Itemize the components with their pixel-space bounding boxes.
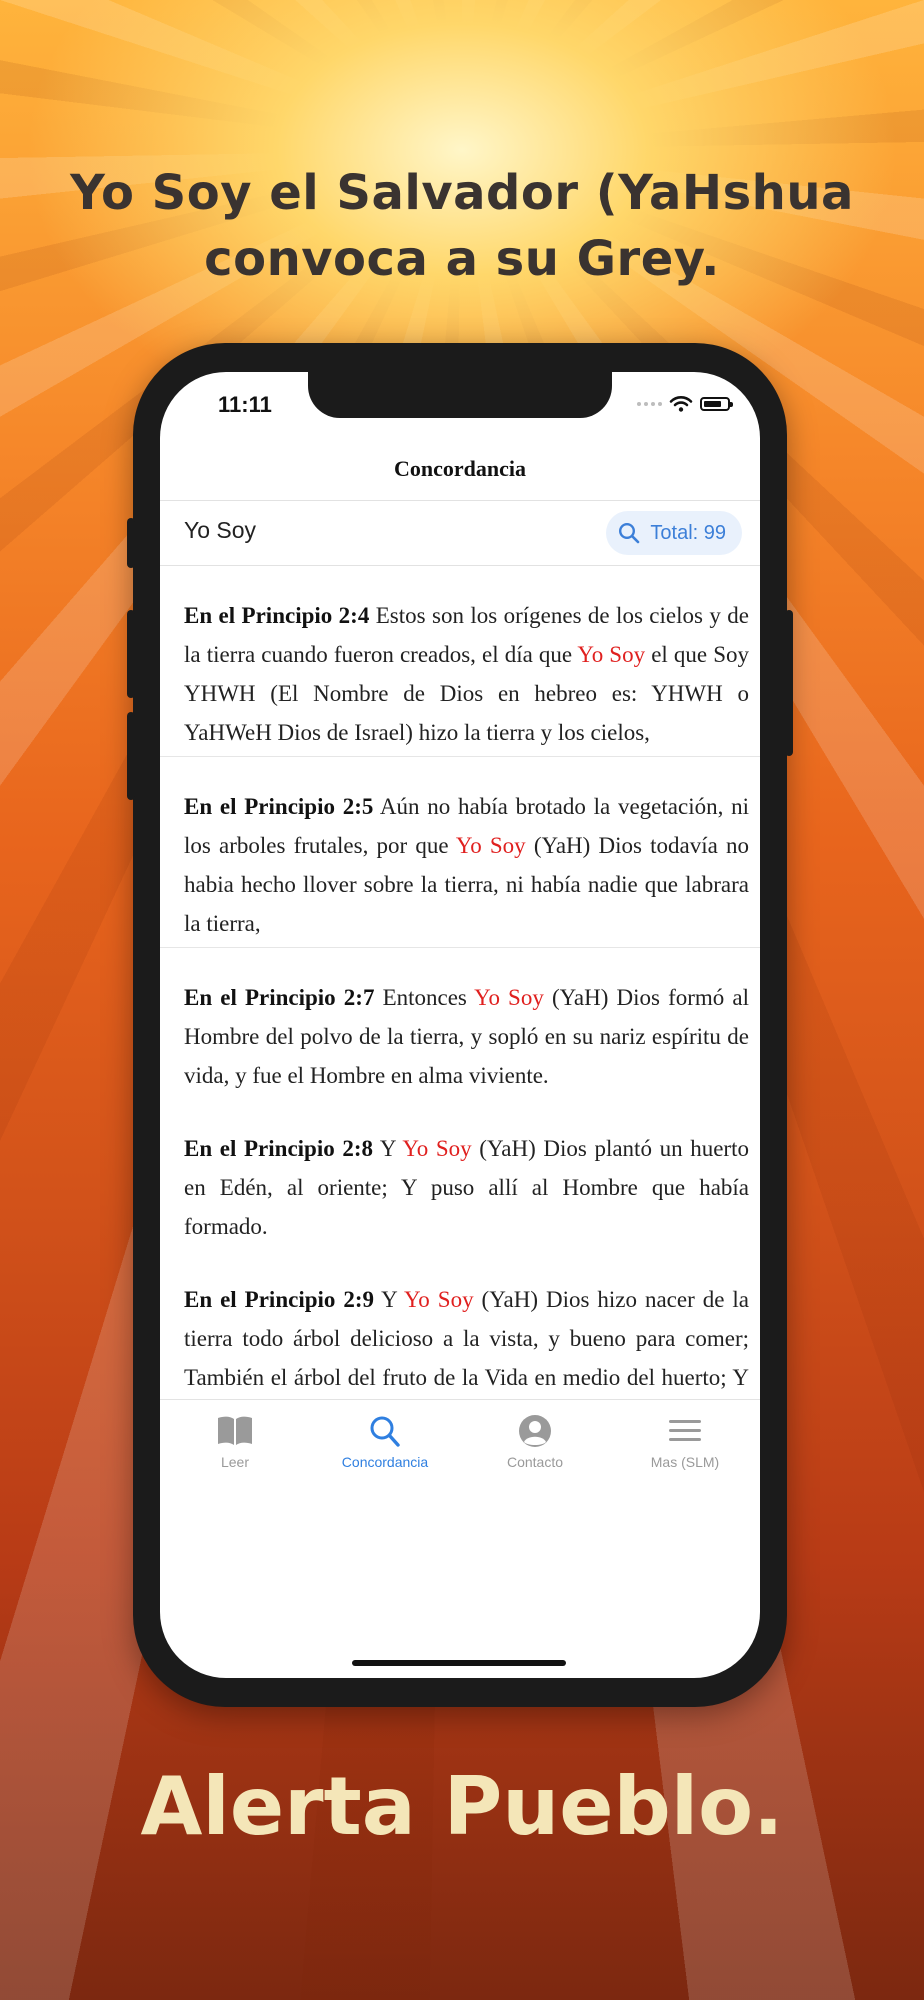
- search-icon: [618, 522, 640, 544]
- result-item[interactable]: [160, 1099, 760, 1250]
- search-total-button[interactable]: [606, 511, 742, 555]
- phone-screen: [160, 372, 760, 1678]
- tab-label: Mas (SLM): [650, 1454, 720, 1470]
- signal-dots-icon: [637, 402, 662, 406]
- status-time: 11:11: [218, 392, 272, 417]
- search-input[interactable]: [184, 517, 564, 544]
- tab-bar: [160, 1399, 760, 1500]
- tab-label: Contacto: [506, 1454, 564, 1470]
- result-item[interactable]: [160, 566, 760, 757]
- nav-title: Concordancia: [394, 456, 526, 481]
- mute-switch: [127, 518, 135, 568]
- result-text: Estos son los orígenes de los cielos y de la tierra cuando fueron creados, el día que: [184, 603, 749, 667]
- battery-icon: [700, 397, 730, 411]
- result-text: Aún no había brotado la vegetación, ni los arboles frutales, por que: [184, 794, 749, 858]
- result-match: Yo Soy: [577, 642, 646, 667]
- tab-mas[interactable]: [610, 1400, 760, 1500]
- result-text: Entonces: [374, 985, 475, 1010]
- book-icon: [215, 1414, 255, 1448]
- result-text: Y: [374, 1287, 404, 1312]
- tab-concordancia[interactable]: [310, 1400, 460, 1500]
- search-icon: [365, 1414, 405, 1448]
- notch: [308, 372, 612, 418]
- result-reference: En el Principio 2:7: [184, 985, 375, 1010]
- volume-down-button: [127, 712, 135, 800]
- status-icons: [637, 394, 730, 414]
- headline-line-2: convoca a su Grey.: [204, 231, 720, 287]
- result-item[interactable]: [160, 948, 760, 1099]
- home-indicator[interactable]: [352, 1660, 566, 1666]
- headline-line-1: Yo Soy el Salvador (YaHshua: [70, 165, 854, 221]
- result-reference: En el Principio 2:4: [184, 603, 370, 628]
- tab-contacto[interactable]: [460, 1400, 610, 1500]
- result-item[interactable]: [160, 757, 760, 948]
- result-reference: En el Principio 2:8: [184, 1136, 374, 1161]
- result-text: Y: [373, 1136, 403, 1161]
- result-reference: En el Principio 2:5: [184, 794, 374, 819]
- result-text: (YaH) Dios todavía no habia hecho llover sobre la tierra, ni había nadie que labrara la tierra,: [184, 833, 749, 936]
- results-list[interactable]: [160, 566, 760, 1398]
- menu-icon: [665, 1414, 705, 1448]
- result-match: Yo Soy: [404, 1287, 474, 1312]
- promo-headline: [40, 160, 884, 292]
- result-text: el que Soy YHWH (El Nombre de Dios en hebreo es: YHWH o YaHWeH Dios de Israel) hizo la tierra y los cielos,: [184, 642, 749, 745]
- search-bar: [160, 501, 760, 566]
- tab-label: Concordancia: [341, 1454, 429, 1470]
- result-reference: En el Principio 2:9: [184, 1287, 375, 1312]
- result-text: (YaH) Dios plantó un huerto en Edén, al oriente; Y puso allí al Hombre que había formado.: [184, 1136, 749, 1239]
- power-button: [785, 610, 793, 756]
- search-total-count: Total: 99: [650, 521, 726, 544]
- volume-up-button: [127, 610, 135, 698]
- person-icon: [515, 1414, 555, 1448]
- result-match: Yo Soy: [455, 833, 526, 858]
- result-match: Yo Soy: [474, 985, 544, 1010]
- result-text: (YaH) Dios hizo nacer de la tierra todo árbol delicioso a la vista, y bueno para comer; También el árbol del fruto de la Vida en medio del huerto; Y: [184, 1287, 749, 1390]
- tab-leer[interactable]: [160, 1400, 310, 1500]
- promo-tagline: Alerta Pueblo.: [140, 1760, 784, 1853]
- result-text: (YaH) Dios formó al Hombre del polvo de la tierra, y sopló en su nariz espíritu de vida, y fue el Hombre en alma viviente.: [184, 985, 749, 1088]
- wifi-icon: [670, 396, 692, 412]
- result-match: Yo Soy: [402, 1136, 472, 1161]
- tab-label: Leer: [220, 1454, 250, 1470]
